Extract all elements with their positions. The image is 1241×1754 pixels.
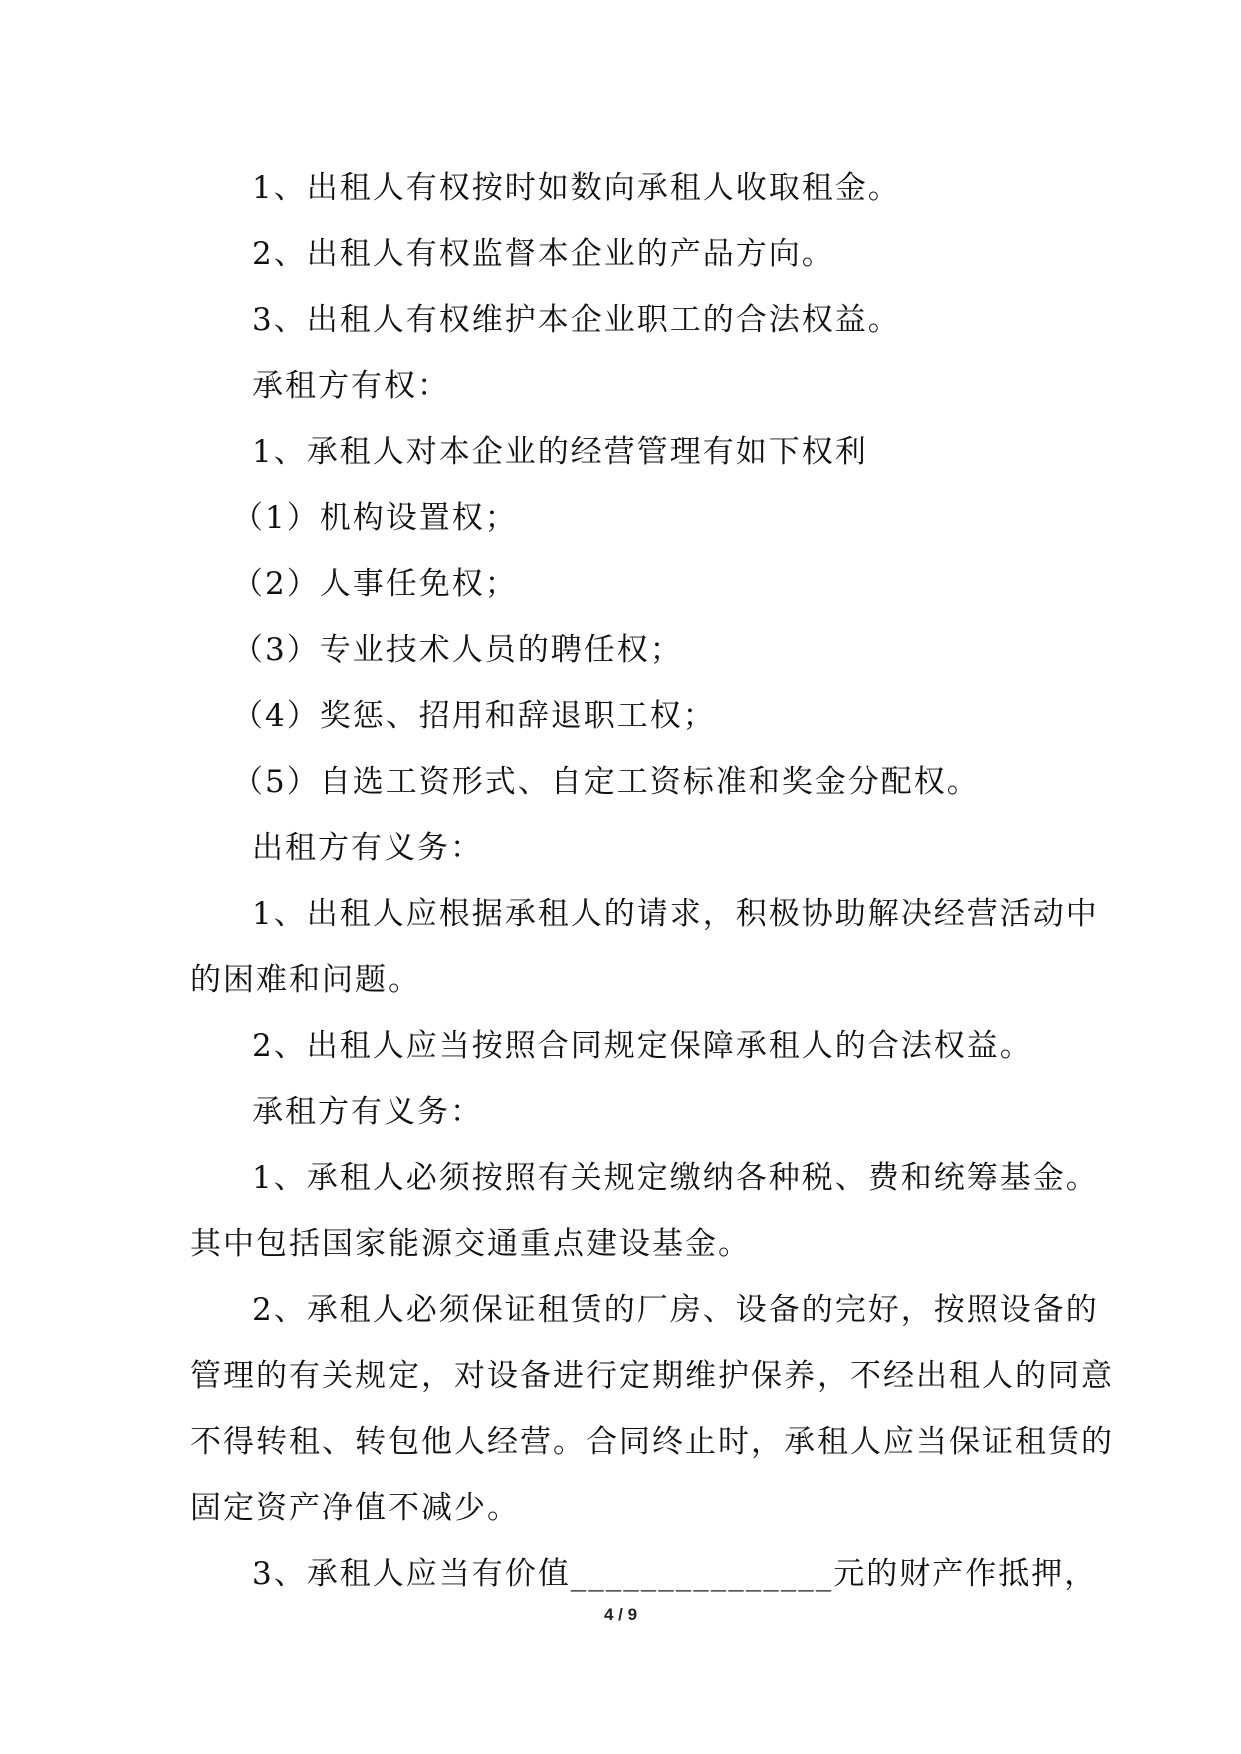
lessee-duty-3-line-1: 3、承租人应当有价值_______________元的财产作抵押， — [252, 1556, 1098, 1592]
lessor-duty-1-line-2: 的困难和问题。 — [190, 962, 421, 998]
lessee-right-1-item-2: （2）人事任免权； — [232, 566, 518, 602]
lessor-right-1: 1、出租人有权按时如数向承租人收取租金。 — [252, 170, 901, 206]
lessor-duty-2: 2、出租人应当按照合同规定保障承租人的合法权益。 — [252, 1028, 1033, 1064]
document-body — [190, 155, 1114, 1607]
lessor-right-2: 2、出租人有权监督本企业的产品方向。 — [252, 236, 835, 272]
lessor-duty-1-line-1: 1、出租人应根据承租人的请求，积极协助解决经营活动中 — [252, 896, 1099, 932]
lessee-right-1-item-3: （3）专业技术人员的聘任权； — [232, 632, 683, 668]
lessee-duty-2-line-3: 不得转租、转包他人经营。合同终止时，承租人应当保证租赁的 — [190, 1424, 1114, 1460]
lessee-right-1-item-5: （5）自选工资形式、自定工资标准和奖金分配权。 — [232, 764, 980, 800]
lessee-right-1-item-1: （1）机构设置权； — [232, 500, 518, 536]
lessee-right-1-item-4: （4）奖惩、招用和辞退职工权； — [232, 698, 716, 734]
lessee-rights-heading: 承租方有权： — [252, 368, 450, 404]
lessee-duty-1-line-2: 其中包括国家能源交通重点建设基金。 — [190, 1226, 751, 1262]
lessee-duty-2-line-1: 2、承租人必须保证租赁的厂房、设备的完好，按照设备的 — [252, 1292, 1099, 1328]
lessor-duties-heading: 出租方有义务： — [252, 830, 483, 866]
lessor-right-3: 3、出租人有权维护本企业职工的合法权益。 — [252, 302, 901, 338]
lessee-duty-1-line-1: 1、承租人必须按照有关规定缴纳各种税、费和统筹基金。 — [252, 1160, 1099, 1196]
lessee-duty-2-line-4: 固定资产净值不减少。 — [190, 1490, 520, 1526]
lessee-duties-heading: 承租方有义务： — [252, 1094, 483, 1130]
page-number: 4 / 9 — [603, 1605, 638, 1624]
lessee-duty-2-line-2: 管理的有关规定，对设备进行定期维护保养，不经出租人的同意 — [190, 1358, 1114, 1394]
lessee-right-1: 1、承租人对本企业的经营管理有如下权利 — [252, 434, 868, 470]
